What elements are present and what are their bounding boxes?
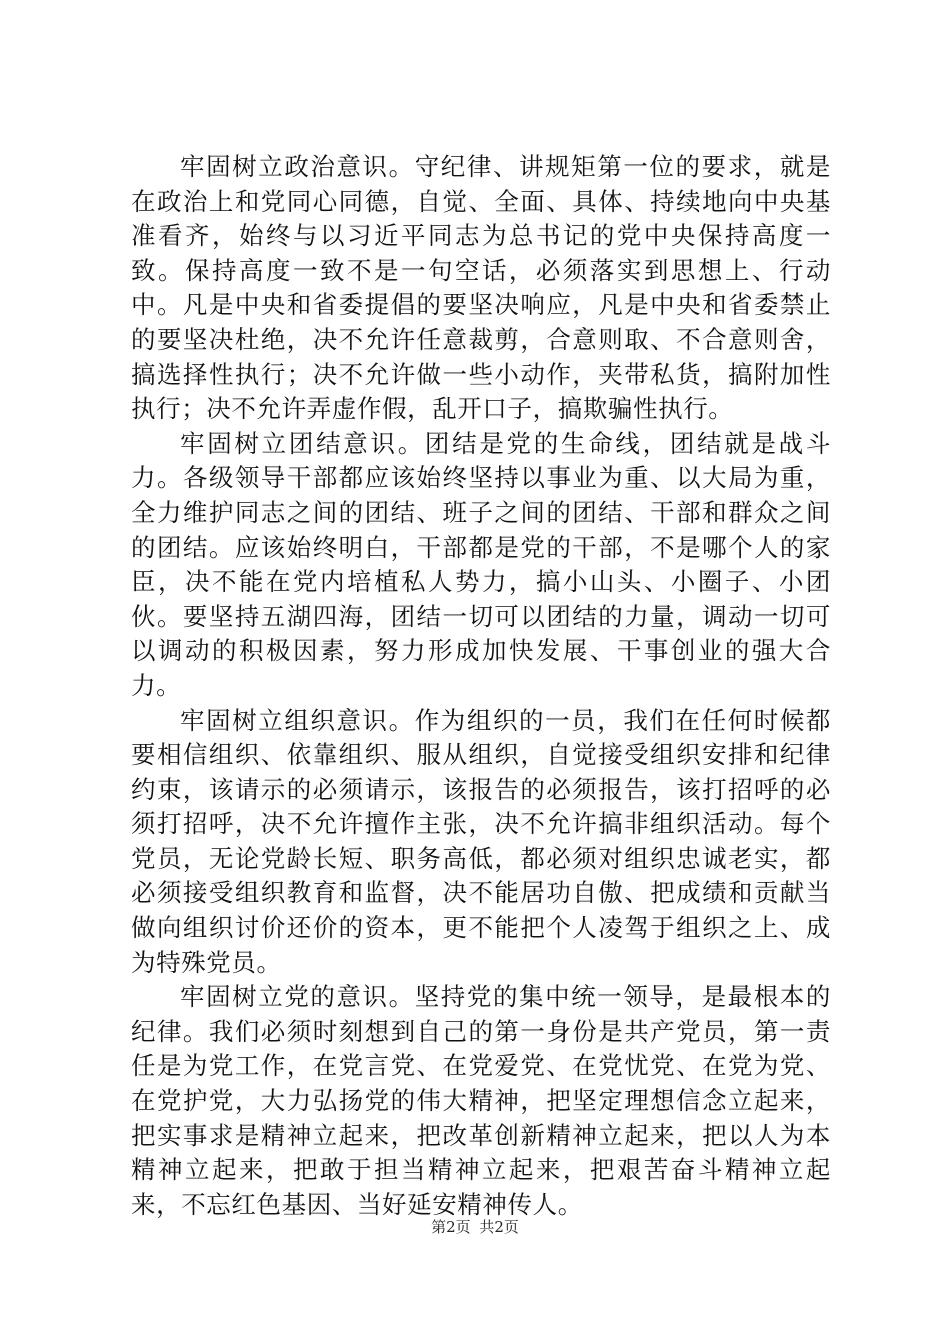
document-body <box>131 150 831 1222</box>
page-number: 第2页 <box>431 1218 471 1236</box>
paragraph-organization-awareness: 牢固树立组织意识。作为组织的一员，我们在任何时候都要相信组织、依靠组织、服从组织，自觉接受组织安排和纪律约束，该请示的必须请示，该报告的必须报告，该打招呼的必须打招呼，决不允许擅作主张，决不允许搞非组织活动。每个党员，无论党龄长短、职务高低，都必须对组织忠诚老实，都必须接受组织教育和监督，决不能居功自傲、把成绩和贡献当做向组织讨价还价的资本，更不能把个人凌驾于组织之上、成为特殊党员。 <box>131 705 831 977</box>
page-footer <box>0 1216 950 1237</box>
paragraph-unity-awareness: 牢固树立团结意识。团结是党的生命线，团结就是战斗力。各级领导干部都应该始终坚持以事业为重、以大局为重，全力维护同志之间的团结、班子之间的团结、干部和群众之间的团结。应该始终明白，干部都是党的干部，不是哪个人的家臣，决不能在党内培植私人势力，搞小山头、小圈子、小团伙。要坚持五湖四海，团结一切可以团结的力量，调动一切可以调动的积极因素，努力形成加快发展、干事创业的强大合力。 <box>131 428 831 700</box>
page-total: 共2页 <box>479 1218 519 1236</box>
paragraph-political-awareness: 牢固树立政治意识。守纪律、讲规矩第一位的要求，就是在政治上和党同心同德，自觉、全面、具体、持续地向中央基准看齐，始终与以习近平同志为总书记的党中央保持高度一致。保持高度一致不是一句空话，必须落实到思想上、行动中。凡是中央和省委提倡的要坚决响应，凡是中央和省委禁止的要坚决杜绝，决不允许任意裁剪，合意则取、不合意则舍，搞选择性执行；决不允许做一些小动作，夹带私货，搞附加性执行；决不允许弄虚作假，乱开口子，搞欺骗性执行。 <box>131 152 831 424</box>
paragraph-party-awareness: 牢固树立党的意识。坚持党的集中统一领导，是最根本的纪律。我们必须时刻想到自己的第一身份是共产党员，第一责任是为党工作，在党言党、在党爱党、在党忧党、在党为党、在党护党，大力弘扬党的伟大精神，把坚定理想信念立起来，把实事求是精神立起来，把改革创新精神立起来，把以人为本精神立起来，把敢于担当精神立起来，把艰苦奋斗精神立起来，不忘红色基因、当好延安精神传人。 <box>131 982 831 1219</box>
